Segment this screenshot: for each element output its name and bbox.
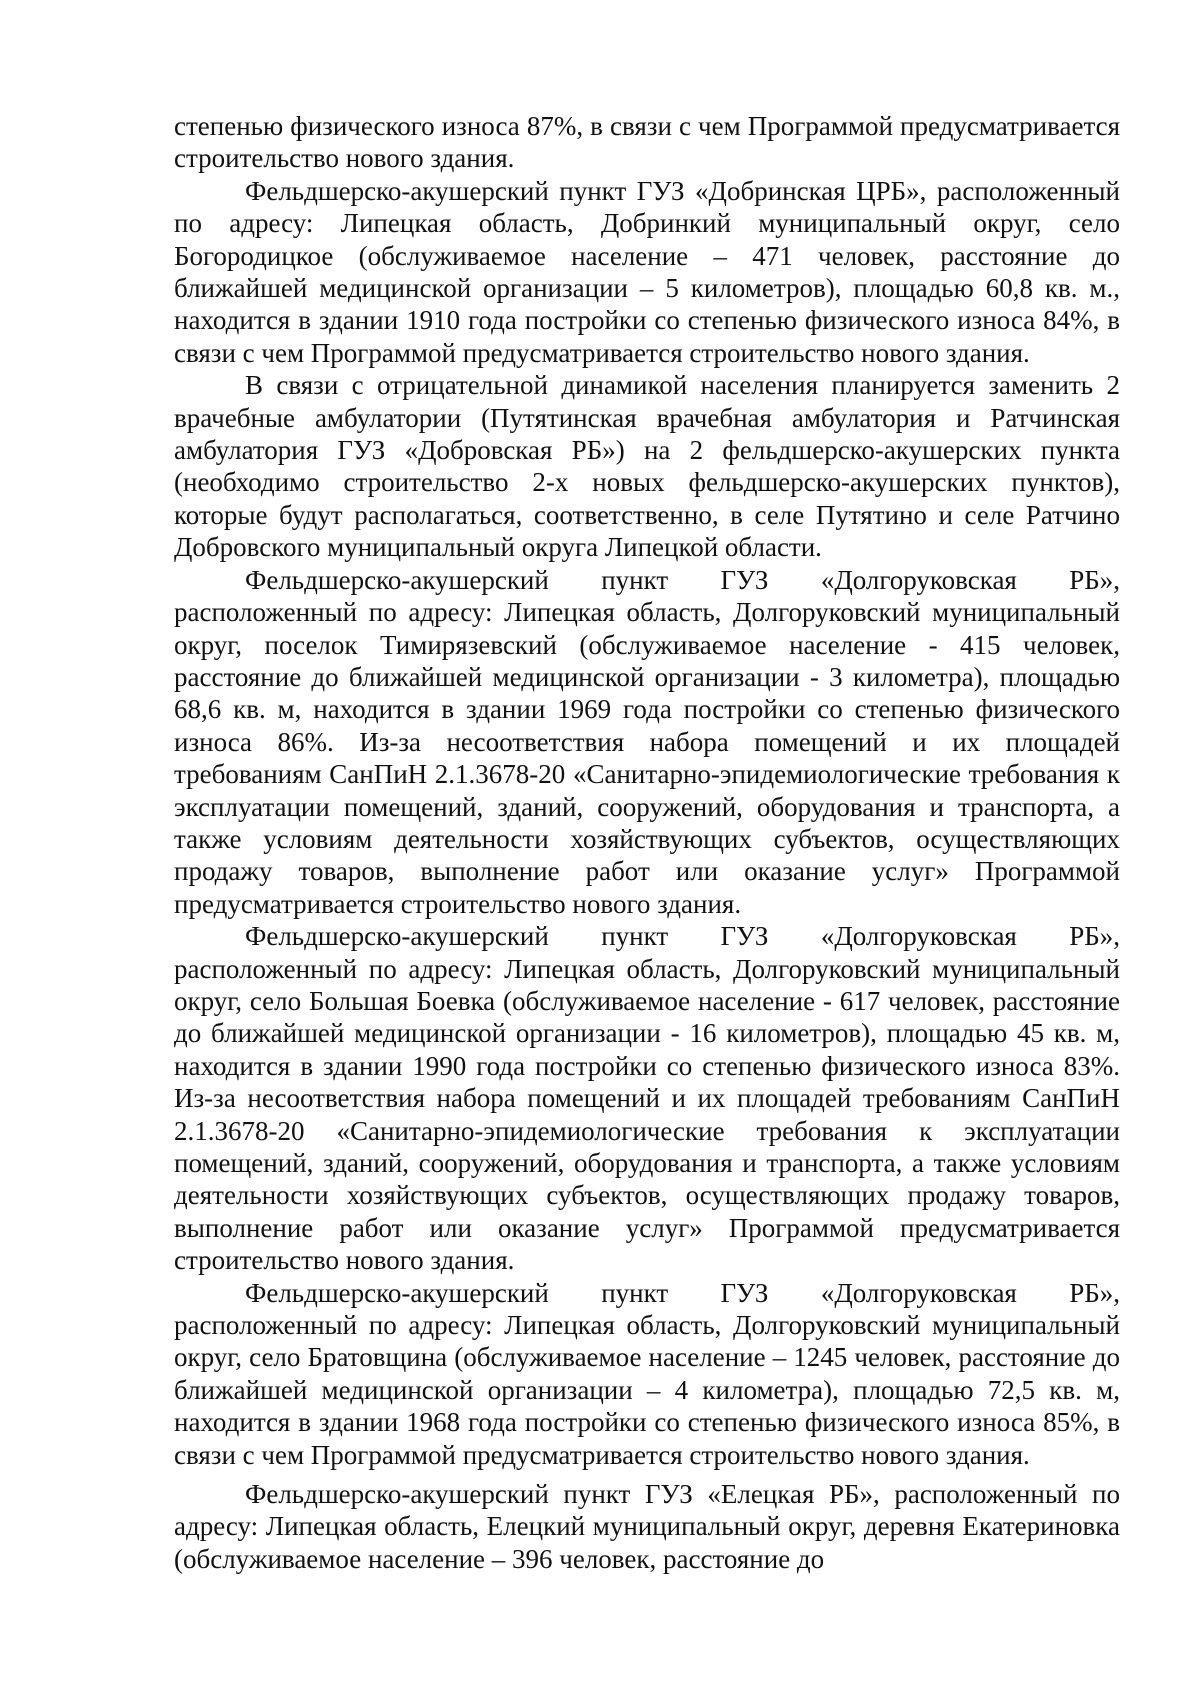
paragraph-fap-timiryazevsky: Фельдшерско-акушерский пункт ГУЗ «Долгоруковская РБ», расположенный по адресу: Липецкая область, Долгоруковский муниципальный округ, поселок Тимирязевский (обслуживаемое население - 415 человек, расстояние до ближайшей медицинской организации - 3 километра), площадью 68,6 кв. м, находится в здании 1969 года постройки со степенью физического износа 86%. Из-за несоответствия набора помещений и их площадей требованиям СанПиН 2.1.3678-20 «Санитарно-эпидемиологические требования к эксплуатации помещений, зданий, сооружений, оборудования и транспорта, а также условиям деятельности хозяйствующих субъектов, осуществляющих продажу товаров, выполнение работ или оказание услуг» Программой предусматривается строительство нового здания.	[174, 564, 1120, 919]
paragraph-ambulatory-replacement: В связи с отрицательной динамикой населения планируется заменить 2 врачебные амбулатории (Путятинская врачебная амбулатория и Ратчинская амбулатория ГУЗ «Добровская РБ») на 2 фельдшерско-акушерских пункта (необходимо строительство 2-х новых фельдшерско-акушерских пунктов), которые будут располагаться, соответственно, в селе Путятино и селе Ратчино Добровского муниципальный округа Липецкой области.	[174, 370, 1120, 563]
paragraph-fap-ekaterinovka: Фельдшерско-акушерский пункт ГУЗ «Елецкая РБ», расположенный по адресу: Липецкая область, Елецкий муниципальный округ, деревня Екатериновка (обслуживаемое население – 396 человек, расстояние до	[174, 1479, 1120, 1574]
paragraph-continuation: степенью физического износа 87%, в связи с чем Программой предусматривается строительство нового здания.	[174, 111, 1120, 174]
paragraph-fap-bogoroditskoe: Фельдшерско-акушерский пункт ГУЗ «Добринская ЦРБ», расположенный по адресу: Липецкая область, Добринкий муниципальный округ, село Богородицкое (обслуживаемое население – 471 человек, расстояние до ближайшей медицинской организации – 5 километров), площадью 60,8 кв. м., находится в здании 1910 года постройки со степенью физического износа 84%, в связи с чем Программой предусматривается строительство нового здания.	[174, 175, 1120, 368]
paragraph-fap-bolshaya-boevka: Фельдшерско-акушерский пункт ГУЗ «Долгоруковская РБ», расположенный по адресу: Липецкая область, Долгоруковский муниципальный округ, село Большая Боевка (обслуживаемое население - 617 человек, расстояние до ближайшей медицинской организации - 16 километров), площадью 45 кв. м, находится в здании 1990 года постройки со степенью физического износа 83%. Из-за несоответствия набора помещений и их площадей требованиям СанПиН 2.1.3678-20 «Санитарно-эпидемиологические требования к эксплуатации помещений, зданий, сооружений, оборудования и транспорта, а также условиям деятельности хозяйствующих субъектов, осуществляющих продажу товаров, выполнение работ или оказание услуг» Программой предусматривается строительство нового здания.	[174, 921, 1120, 1276]
paragraph-fap-bratovshchina: Фельдшерско-акушерский пункт ГУЗ «Долгоруковская РБ», расположенный по адресу: Липецкая область, Долгоруковский муниципальный округ, село Братовщина (обслуживаемое население – 1245 человек, расстояние до ближайшей медицинской организации – 4 километра), площадью 72,5 кв. м, находится в здании 1968 года постройки со степенью физического износа 85%, в связи с чем Программой предусматривается строительство нового здания.	[174, 1277, 1120, 1470]
